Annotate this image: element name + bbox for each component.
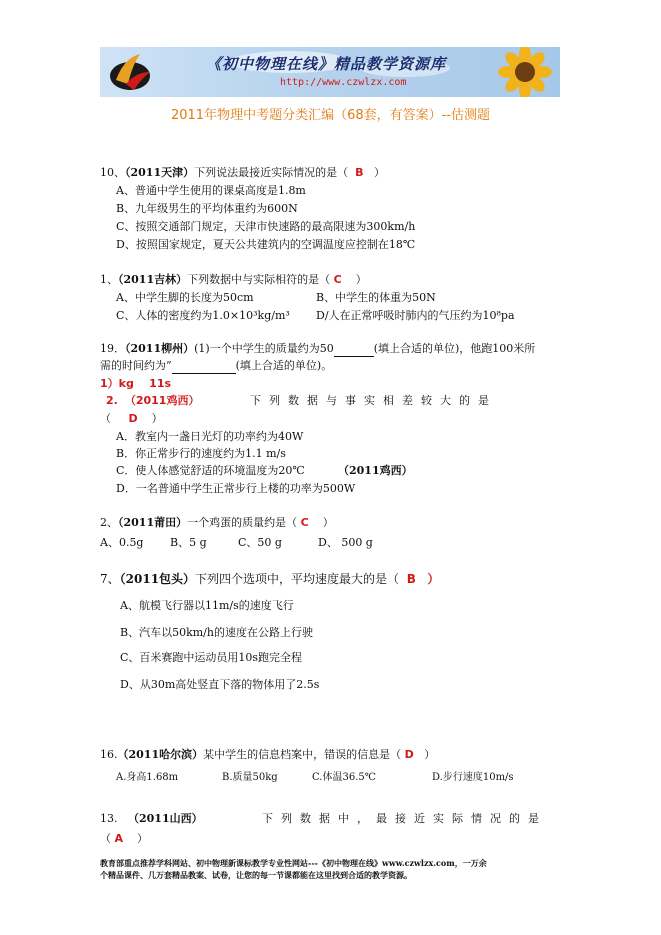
question-stem: 下列数据与事实相差较大的是 bbox=[250, 394, 497, 407]
bracket-close: ） bbox=[355, 273, 367, 286]
banner-url: http://www.czwlzx.com bbox=[280, 77, 407, 88]
question-source: （2011莆田） bbox=[118, 516, 188, 529]
question-stem: 下列数据中，最接近实际情况的是 bbox=[262, 812, 547, 825]
option-c: C、百米赛跑中运动员用10s跑完全程 bbox=[120, 651, 303, 664]
option-c: C．使人体感觉舒适的环境温度为20℃ bbox=[116, 464, 305, 477]
question-source: （2011鸡西） bbox=[124, 394, 200, 407]
question-stem: (1)一个中学生的质量约为50 bbox=[194, 342, 334, 355]
question-13 bbox=[100, 812, 203, 826]
site-logo-icon bbox=[106, 50, 154, 94]
bracket-open: （ bbox=[100, 412, 111, 425]
answer-mark: B bbox=[355, 166, 364, 179]
option-d: D/人在正常呼吸时肺内的气压约为10⁸pa bbox=[316, 309, 515, 322]
option-b: B.质量50kg bbox=[222, 772, 278, 783]
option-c: C、按照交通部门规定，天津市快速路的最高限速为300km/h bbox=[116, 220, 416, 233]
answer-mark: D bbox=[404, 748, 414, 761]
option-b: B．你正常步行的速度约为1.1 m/s bbox=[116, 447, 286, 460]
document-title: 2011年物理中考题分类汇编（68套，有答案）--估测题 bbox=[170, 108, 490, 123]
question-1 bbox=[100, 273, 367, 287]
question-stem: 某中学生的信息档案中，错误的信息是（ bbox=[203, 748, 402, 761]
question-7 bbox=[100, 572, 439, 586]
question-16 bbox=[100, 748, 435, 762]
question-number: 19． bbox=[100, 342, 125, 355]
question-stem: 需的时间约为” bbox=[100, 359, 172, 372]
question-number: 13. bbox=[100, 812, 118, 825]
question-stem: (填上合适的单位)。 bbox=[235, 359, 333, 372]
question-stem: 一个鸡蛋的质量约是（ bbox=[187, 516, 298, 529]
option-a: A、航模飞行器以11m/s的速度飞行 bbox=[120, 599, 294, 612]
question-stem: (填上合适的单位)，他跑100米所 bbox=[373, 342, 536, 355]
header-banner bbox=[100, 47, 560, 97]
question-source: （2011柳州） bbox=[125, 342, 195, 355]
option-d: D．一名普通中学生正常步行上楼的功率为500W bbox=[116, 482, 356, 495]
answer-mark: C bbox=[300, 516, 309, 529]
answer-bracket bbox=[100, 832, 148, 846]
question-number: 1、 bbox=[100, 273, 118, 286]
option-a: A、中学生脚的长度为50cm bbox=[116, 291, 254, 304]
question-stem: 下列四个选项中，平均速度最大的是（ bbox=[195, 572, 400, 586]
question-2-jixi bbox=[106, 394, 199, 408]
question-number: 2、 bbox=[100, 516, 118, 529]
option-c: C、50 g bbox=[238, 536, 282, 549]
answer-blank bbox=[172, 359, 236, 374]
option-a: A．教室内一盏日光灯的功率约为40W bbox=[116, 430, 304, 443]
bracket-close: ） bbox=[427, 572, 440, 586]
question-19-line2 bbox=[100, 359, 332, 374]
footer-line-1: 教育部重点推荐学科网站、初中物理新课标教学专业性网站---《初中物理在线》www.czwlzx.com，一万余 bbox=[100, 858, 487, 868]
option-d: D、 500 g bbox=[318, 536, 373, 549]
question-10 bbox=[100, 166, 385, 180]
bracket-open: （ bbox=[100, 832, 111, 845]
option-b: B、中学生的体重为50N bbox=[316, 291, 436, 304]
banner-title: 《初中物理在线》精品教学资源库 bbox=[206, 55, 447, 73]
question-number: 10、 bbox=[100, 166, 125, 179]
option-d: D、按照国家规定，夏天公共建筑内的空调温度应控制在18℃ bbox=[116, 238, 416, 251]
question-2-putian bbox=[100, 516, 334, 530]
sunflower-icon bbox=[490, 47, 560, 97]
option-b: B、九年级男生的平均体重约为600N bbox=[116, 202, 298, 215]
question-number: 2. bbox=[106, 394, 118, 407]
footer-line-2: 个精品课件、几万套精品教案、试卷，让您的每一节课都能在这里找到合适的教学资源。 bbox=[100, 870, 412, 880]
question-source: （2011吉林） bbox=[118, 273, 188, 286]
answer-line: 1）kg 11s bbox=[100, 377, 172, 390]
option-b: B、5 g bbox=[170, 536, 207, 549]
question-source: （2011哈尔滨） bbox=[117, 748, 204, 761]
question-stem: 下列说法最接近实际情况的是（ bbox=[194, 166, 349, 179]
option-d: D.步行速度10m/s bbox=[432, 772, 514, 783]
option-c: C.体温36.5℃ bbox=[312, 772, 376, 783]
answer-mark: B bbox=[406, 572, 416, 586]
option-b: B、汽车以50km/h的速度在公路上行驶 bbox=[120, 626, 313, 639]
option-a: A、0.5g bbox=[100, 536, 144, 549]
question-source: （2011天津） bbox=[125, 166, 195, 179]
bracket-close: ） bbox=[374, 166, 386, 179]
bracket-close: ） bbox=[424, 748, 436, 761]
answer-bracket bbox=[100, 412, 163, 426]
question-source-tag: （2011鸡西） bbox=[338, 464, 413, 477]
answer-mark: D bbox=[128, 412, 138, 425]
question-number: 7、 bbox=[100, 572, 120, 586]
option-a: A、普通中学生使用的课桌高度是1.8m bbox=[116, 184, 306, 197]
answer-mark: C bbox=[333, 273, 342, 286]
bracket-close: ） bbox=[151, 412, 163, 425]
question-source: （2011山西） bbox=[128, 812, 203, 825]
question-19 bbox=[100, 342, 535, 357]
question-source: （2011包头） bbox=[119, 572, 196, 586]
answer-mark: A bbox=[114, 832, 124, 845]
bracket-close: ） bbox=[137, 832, 149, 845]
option-d: D、从30m高处竖直下落的物体用了2.5s bbox=[120, 678, 320, 691]
bracket-close: ） bbox=[322, 516, 334, 529]
question-number: 16. bbox=[100, 748, 118, 761]
answer-blank bbox=[334, 342, 374, 357]
question-stem: 下列数据中与实际相符的是（ bbox=[187, 273, 331, 286]
option-c: C、人体的密度约为1.0×10³kg/m³ bbox=[116, 309, 290, 322]
option-a: A.身高1.68m bbox=[116, 772, 179, 783]
